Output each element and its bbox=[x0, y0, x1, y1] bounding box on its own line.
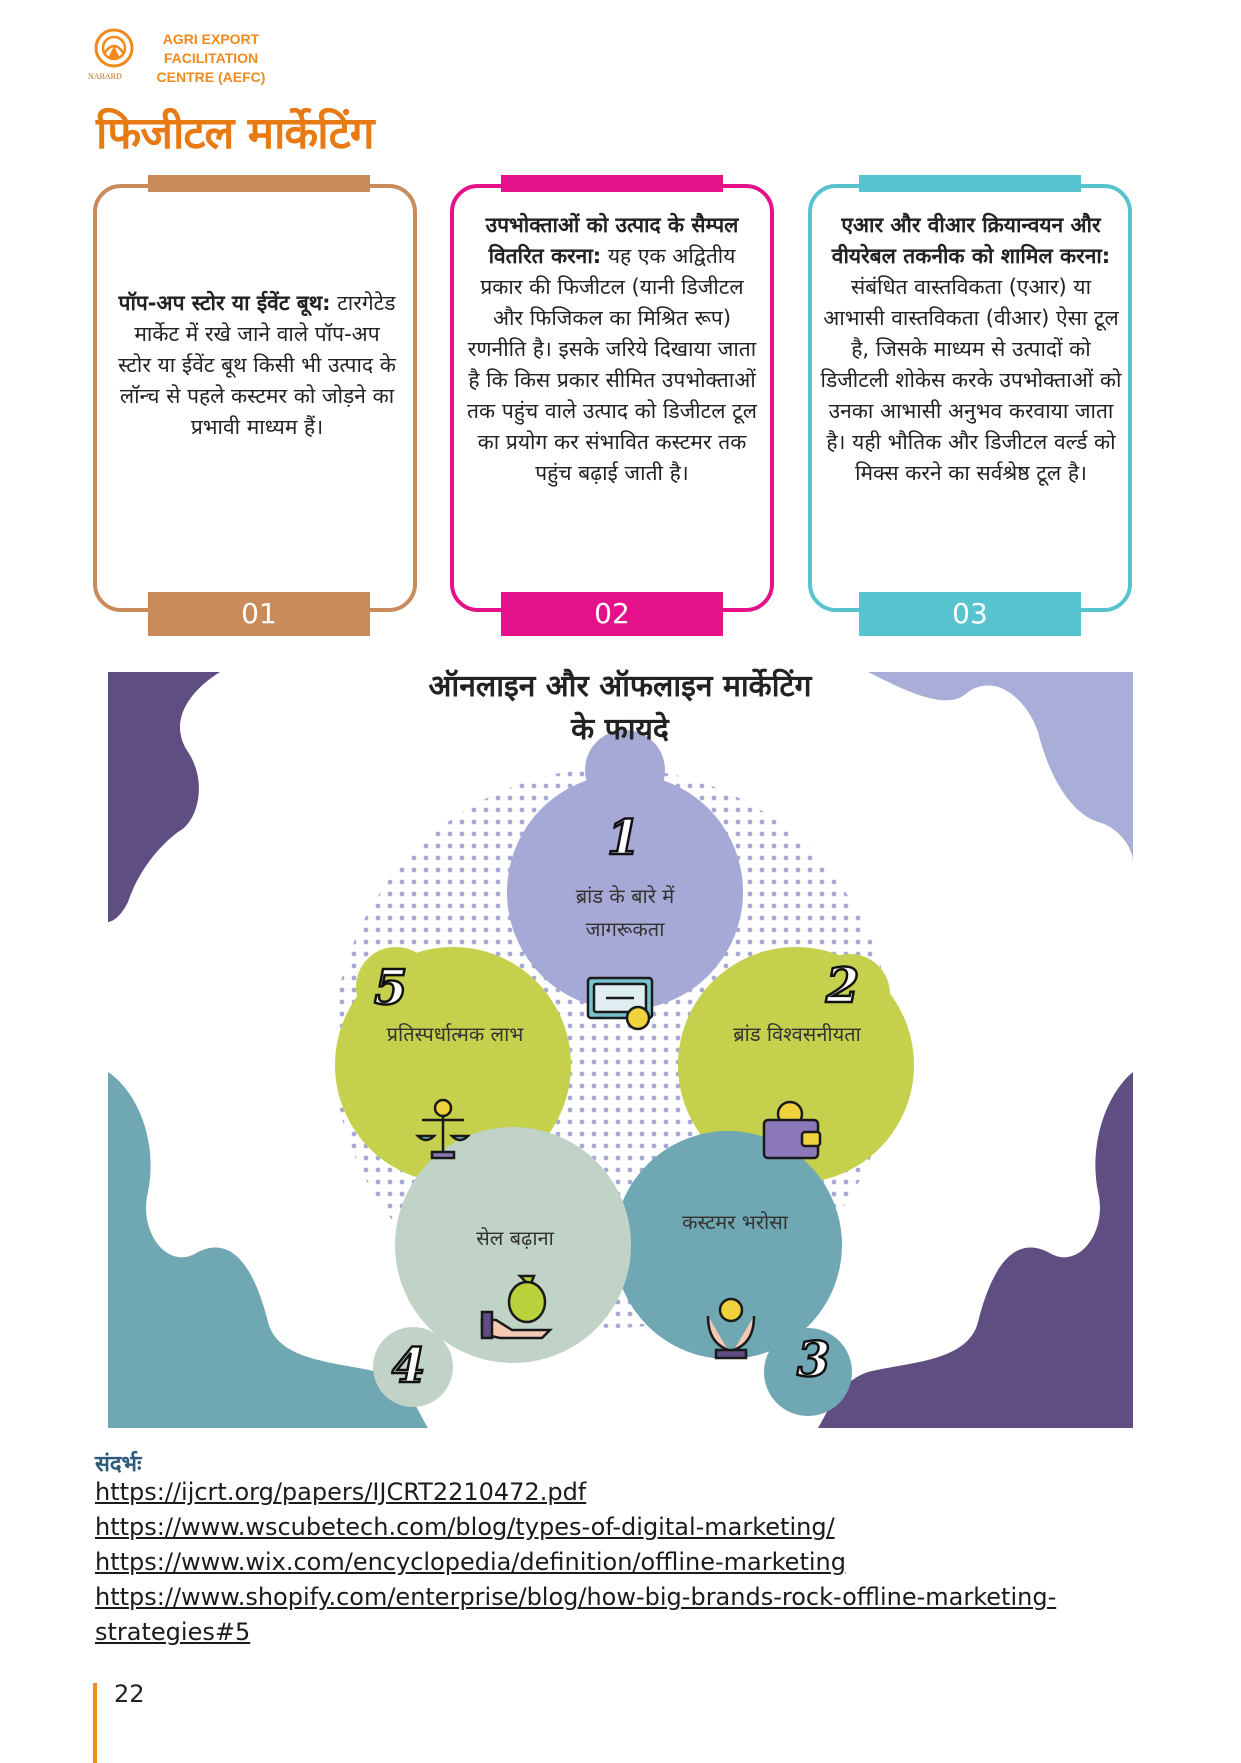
reference-link[interactable]: https://ijcrt.org/papers/IJCRT2210472.pdf bbox=[95, 1478, 587, 1506]
card-02-text: उपभोक्ताओं को उत्पाद के सैम्पल वितरित करना: यह एक अद्वितीय प्रकार की फिजीटल (यानी डिजीटल और फिजिकल का मिश्रित रूप) रणनीति है। इसके जरिये दिखाया जाता है कि किस प्रकार सीमित उपभोक्ताओं तक पहुंच वाले उत्पाद को डिजीटल टूल का प्रयोग कर संभावित कस्टमर तक पहुंच बढ़ाई जाती है। bbox=[467, 213, 757, 485]
page-number: 22 bbox=[114, 1680, 145, 1708]
infographic-title: ऑनलाइन और ऑफलाइन मार्केटिंग के फायदे bbox=[428, 669, 812, 747]
benefit-2-number: 2 bbox=[826, 958, 860, 1014]
benefit-2-label: ब्रांड विश्वसनीयता bbox=[733, 1022, 861, 1046]
page-number-bar bbox=[93, 1683, 97, 1763]
benefit-4-label: सेल बढ़ाना bbox=[476, 1226, 554, 1250]
card-03-text: एआर और वीआर क्रियान्वयन और वीयरेबल तकनीक को शामिल करना: संबंधित वास्तविकता (एआर) या आभासी वास्तविकता (वीआर) ऐसा टूल है, जिसके माध्यम से उत्पादों को डिजीटली शोकेस करके उपभोक्ताओं को उनका आभासी अनुभव करवाया जाता है। यही भौतिक और डिजीटल वर्ल्ड को मिक्स करने का सर्वश्रेष्ठ टूल है। bbox=[820, 213, 1122, 485]
organization-name: AGRI EXPORT FACILITATION CENTRE (AEFC) bbox=[156, 31, 266, 85]
card-03-number: 03 bbox=[859, 592, 1081, 636]
card-03-top-tab bbox=[859, 175, 1081, 192]
references-heading: संदर्भः bbox=[95, 1452, 142, 1477]
reference-link[interactable]: https://www.wscubetech.com/blog/types-of-digital-marketing/ bbox=[95, 1513, 835, 1541]
card-02-top-tab bbox=[501, 175, 723, 192]
benefits-infographic bbox=[108, 672, 1133, 1428]
benefit-3-number: 3 bbox=[797, 1332, 831, 1388]
card-01-text: पॉप-अप स्टोर या ईवेंट बूथ: टारगेटेड मार्केट में रखे जाने वाले पॉप-अप स्टोर या ईवेंट बूथ किसी भी उत्पाद के लॉन्च से पहले कस्टमर को जोड़ने का प्रभावी माध्यम हैं। bbox=[118, 291, 396, 439]
benefit-5-number: 5 bbox=[374, 960, 408, 1016]
card-01-top-tab bbox=[148, 175, 370, 192]
nabard-logo bbox=[92, 28, 136, 76]
corner-blob-top-right bbox=[868, 672, 1133, 862]
card-02-number: 02 bbox=[501, 592, 723, 636]
circle-3 bbox=[614, 1131, 842, 1359]
benefit-3-label: कस्टमर भरोसा bbox=[682, 1210, 788, 1234]
benefit-5-label: प्रतिस्पर्धात्मक लाभ bbox=[386, 1022, 524, 1046]
reference-link[interactable]: https://www.wix.com/encyclopedia/definition/offline-marketing bbox=[95, 1548, 846, 1576]
benefit-1-label: ब्रांड के बारे में जागरूकता bbox=[575, 884, 675, 941]
logo-text: NABARD bbox=[88, 72, 122, 81]
reference-link-continued[interactable]: strategies#5 bbox=[95, 1618, 251, 1646]
benefit-4-number: 4 bbox=[392, 1338, 426, 1394]
page-title: फिजीटल मार्केटिंग bbox=[96, 108, 374, 159]
benefit-1-number: 1 bbox=[607, 810, 641, 866]
card-01-number: 01 bbox=[148, 592, 370, 636]
reference-link[interactable]: https://www.shopify.com/enterprise/blog/how-big-brands-rock-offline-marketing- bbox=[95, 1583, 1057, 1611]
